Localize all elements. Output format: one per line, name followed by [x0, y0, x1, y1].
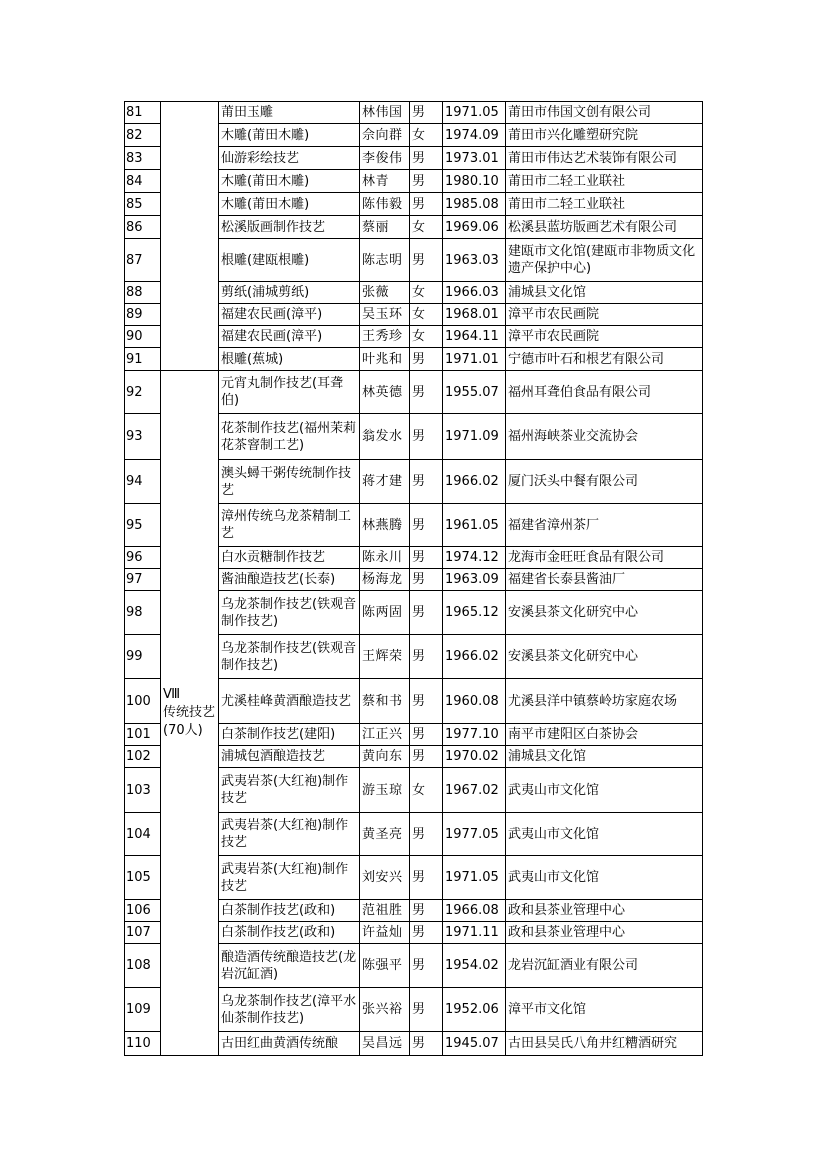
work-unit: 武夷山市文化馆: [506, 856, 703, 900]
birth-date: 1977.10: [443, 724, 506, 746]
category-line1: Ⅷ: [163, 687, 181, 702]
work-unit: 浦城县文化馆: [506, 282, 703, 304]
birth-date: 1974.12: [443, 547, 506, 569]
gender: 男: [410, 922, 443, 944]
work-unit: 厦门沃头中餐有限公司: [506, 460, 703, 504]
birth-date: 1955.07: [443, 371, 506, 414]
row-number: 94: [125, 460, 161, 504]
birth-date: 1973.01: [443, 147, 506, 170]
project-name: 白茶制作技艺(政和): [219, 900, 360, 922]
work-unit: 福建省长泰县酱油厂: [506, 569, 703, 591]
birth-date: 1968.01: [443, 304, 506, 326]
inheritor-name: 陈伟毅: [360, 193, 410, 216]
inheritor-name: 林燕腾: [360, 504, 410, 547]
row-number: 105: [125, 856, 161, 900]
work-unit: 莆田市伟国文创有限公司: [506, 102, 703, 124]
work-unit: 宁德市叶石和根艺有限公司: [506, 348, 703, 371]
inheritor-name: 蔡丽: [360, 216, 410, 239]
table-body: [125, 102, 703, 1056]
work-unit: 莆田市二轻工业联社: [506, 170, 703, 193]
birth-date: 1971.09: [443, 414, 506, 460]
work-unit: 安溪县茶文化研究中心: [506, 635, 703, 679]
project-name: 剪纸(浦城剪纸): [219, 282, 360, 304]
row-number: 92: [125, 371, 161, 414]
project-name: 根雕(建瓯根雕): [219, 239, 360, 282]
project-name: 花茶制作技艺(福州茉莉花茶窨制工艺): [219, 414, 360, 460]
work-unit: 福州海峡茶业交流协会: [506, 414, 703, 460]
gender: 男: [410, 193, 443, 216]
work-unit: 建瓯市文化馆(建瓯市非物质文化遗产保护中心): [506, 239, 703, 282]
project-name: 乌龙茶制作技艺(铁观音制作技艺): [219, 591, 360, 635]
birth-date: 1966.08: [443, 900, 506, 922]
row-number: 88: [125, 282, 161, 304]
inheritor-name: 陈两固: [360, 591, 410, 635]
gender: 男: [410, 239, 443, 282]
gender: 男: [410, 504, 443, 547]
inheritor-name: 许益灿: [360, 922, 410, 944]
inheritor-name: 张薇: [360, 282, 410, 304]
inheritor-name: 黄向东: [360, 746, 410, 768]
inheritor-name: 陈志明: [360, 239, 410, 282]
inheritor-name: 游玉琼: [360, 768, 410, 813]
project-name: 木雕(莆田木雕): [219, 124, 360, 147]
birth-date: 1980.10: [443, 170, 506, 193]
inheritor-name: 林英德: [360, 371, 410, 414]
inheritor-name: 叶兆和: [360, 348, 410, 371]
birth-date: 1965.12: [443, 591, 506, 635]
gender: 女: [410, 768, 443, 813]
gender: 男: [410, 724, 443, 746]
gender: 男: [410, 371, 443, 414]
row-number: 100: [125, 679, 161, 724]
project-name: 白茶制作技艺(建阳): [219, 724, 360, 746]
inheritor-name: 佘向群: [360, 124, 410, 147]
birth-date: 1967.02: [443, 768, 506, 813]
row-number: 87: [125, 239, 161, 282]
inheritor-name: 陈强平: [360, 944, 410, 988]
row-number: 95: [125, 504, 161, 547]
gender: 男: [410, 569, 443, 591]
project-name: 白水贡糖制作技艺: [219, 547, 360, 569]
work-unit: 莆田市伟达艺术装饰有限公司: [506, 147, 703, 170]
row-number: 102: [125, 746, 161, 768]
inheritor-name: 黄圣亮: [360, 813, 410, 856]
birth-date: 1970.02: [443, 746, 506, 768]
gender: 男: [410, 988, 443, 1032]
gender: 男: [410, 900, 443, 922]
project-name: 福建农民画(漳平): [219, 304, 360, 326]
gender: 女: [410, 282, 443, 304]
work-unit: 武夷山市文化馆: [506, 768, 703, 813]
project-name: 酱油酿造技艺(长泰): [219, 569, 360, 591]
gender: 女: [410, 304, 443, 326]
work-unit: 漳平市文化馆: [506, 988, 703, 1032]
project-name: 武夷岩茶(大红袍)制作技艺: [219, 856, 360, 900]
row-number: 103: [125, 768, 161, 813]
project-name: 古田红曲黄酒传统酿: [219, 1032, 360, 1056]
gender: 男: [410, 813, 443, 856]
birth-date: 1963.03: [443, 239, 506, 282]
gender: 男: [410, 147, 443, 170]
work-unit: 浦城县文化馆: [506, 746, 703, 768]
birth-date: 1974.09: [443, 124, 506, 147]
gender: 男: [410, 856, 443, 900]
gender: 男: [410, 348, 443, 371]
project-name: 武夷岩茶(大红袍)制作技艺: [219, 813, 360, 856]
birth-date: 1985.08: [443, 193, 506, 216]
inheritor-name: 吴玉环: [360, 304, 410, 326]
table-row: [125, 371, 703, 414]
birth-date: 1966.02: [443, 460, 506, 504]
project-name: 澳头蟳干粥传统制作技艺: [219, 460, 360, 504]
project-name: 乌龙茶制作技艺(铁观音制作技艺): [219, 635, 360, 679]
row-number: 108: [125, 944, 161, 988]
category-cell: [161, 371, 219, 1056]
birth-date: 1945.07: [443, 1032, 506, 1056]
project-name: 尤溪桂峰黄酒酿造技艺: [219, 679, 360, 724]
work-unit: 漳平市农民画院: [506, 326, 703, 348]
project-name: 福建农民画(漳平): [219, 326, 360, 348]
row-number: 110: [125, 1032, 161, 1056]
project-name: 浦城包酒酿造技艺: [219, 746, 360, 768]
work-unit: 古田县吴氏八角井红糟酒研究: [506, 1032, 703, 1056]
inheritor-name: 蒋才建: [360, 460, 410, 504]
work-unit: 福州耳聋伯食品有限公司: [506, 371, 703, 414]
inheritor-name: 范祖胜: [360, 900, 410, 922]
row-number: 91: [125, 348, 161, 371]
gender: 男: [410, 591, 443, 635]
project-name: 木雕(莆田木雕): [219, 170, 360, 193]
work-unit: 政和县茶业管理中心: [506, 900, 703, 922]
birth-date: 1966.02: [443, 635, 506, 679]
gender: 女: [410, 216, 443, 239]
project-name: 莆田玉雕: [219, 102, 360, 124]
table-row: [125, 102, 703, 124]
category-line2: 传统技艺: [163, 705, 216, 720]
gender: 男: [410, 547, 443, 569]
row-number: 101: [125, 724, 161, 746]
project-name: 木雕(莆田木雕): [219, 193, 360, 216]
inheritor-name: 王辉荣: [360, 635, 410, 679]
inheritor-name: 张兴裕: [360, 988, 410, 1032]
inheritor-name: 林伟国: [360, 102, 410, 124]
work-unit: 武夷山市文化馆: [506, 813, 703, 856]
inheritor-name: 杨海龙: [360, 569, 410, 591]
row-number: 93: [125, 414, 161, 460]
project-name: 漳州传统乌龙茶精制工艺: [219, 504, 360, 547]
row-number: 86: [125, 216, 161, 239]
work-unit: 松溪县蓝坊版画艺术有限公司: [506, 216, 703, 239]
birth-date: 1960.08: [443, 679, 506, 724]
project-name: 酿造酒传统酿造技艺(龙岩沉缸酒): [219, 944, 360, 988]
category-cell-blank: [161, 102, 219, 371]
birth-date: 1971.11: [443, 922, 506, 944]
row-number: 83: [125, 147, 161, 170]
work-unit: 龙岩沉缸酒业有限公司: [506, 944, 703, 988]
row-number: 97: [125, 569, 161, 591]
birth-date: 1971.05: [443, 856, 506, 900]
project-name: 松溪版画制作技艺: [219, 216, 360, 239]
inheritor-name: 翁发水: [360, 414, 410, 460]
row-number: 82: [125, 124, 161, 147]
row-number: 84: [125, 170, 161, 193]
inheritors-table: [124, 101, 703, 1056]
work-unit: 南平市建阳区白茶协会: [506, 724, 703, 746]
gender: 女: [410, 326, 443, 348]
gender: 男: [410, 1032, 443, 1056]
gender: 男: [410, 944, 443, 988]
category-line3: (70人): [163, 723, 203, 738]
inheritor-name: 江正兴: [360, 724, 410, 746]
gender: 男: [410, 746, 443, 768]
gender: 男: [410, 635, 443, 679]
birth-date: 1964.11: [443, 326, 506, 348]
inheritor-name: 陈永川: [360, 547, 410, 569]
row-number: 89: [125, 304, 161, 326]
gender: 男: [410, 460, 443, 504]
row-number: 96: [125, 547, 161, 569]
work-unit: 漳平市农民画院: [506, 304, 703, 326]
gender: 男: [410, 102, 443, 124]
birth-date: 1954.02: [443, 944, 506, 988]
work-unit: 政和县茶业管理中心: [506, 922, 703, 944]
work-unit: 龙海市金旺旺食品有限公司: [506, 547, 703, 569]
birth-date: 1971.01: [443, 348, 506, 371]
work-unit: 尤溪县洋中镇蔡岭坊家庭农场: [506, 679, 703, 724]
gender: 男: [410, 170, 443, 193]
inheritor-name: 李俊伟: [360, 147, 410, 170]
inheritor-name: 吴昌远: [360, 1032, 410, 1056]
birth-date: 1969.06: [443, 216, 506, 239]
birth-date: 1952.06: [443, 988, 506, 1032]
inheritor-name: 王秀珍: [360, 326, 410, 348]
inheritor-name: 林青: [360, 170, 410, 193]
birth-date: 1977.05: [443, 813, 506, 856]
row-number: 90: [125, 326, 161, 348]
row-number: 109: [125, 988, 161, 1032]
inheritor-name: 刘安兴: [360, 856, 410, 900]
project-name: 武夷岩茶(大红袍)制作技艺: [219, 768, 360, 813]
gender: 男: [410, 679, 443, 724]
birth-date: 1963.09: [443, 569, 506, 591]
work-unit: 莆田市兴化雕塑研究院: [506, 124, 703, 147]
gender: 男: [410, 414, 443, 460]
row-number: 99: [125, 635, 161, 679]
inheritor-name: 蔡和书: [360, 679, 410, 724]
work-unit: 福建省漳州茶厂: [506, 504, 703, 547]
row-number: 104: [125, 813, 161, 856]
birth-date: 1966.03: [443, 282, 506, 304]
gender: 女: [410, 124, 443, 147]
project-name: 元宵丸制作技艺(耳聋伯): [219, 371, 360, 414]
birth-date: 1971.05: [443, 102, 506, 124]
row-number: 98: [125, 591, 161, 635]
row-number: 85: [125, 193, 161, 216]
project-name: 乌龙茶制作技艺(漳平水仙茶制作技艺): [219, 988, 360, 1032]
project-name: 白茶制作技艺(政和): [219, 922, 360, 944]
row-number: 81: [125, 102, 161, 124]
row-number: 106: [125, 900, 161, 922]
work-unit: 安溪县茶文化研究中心: [506, 591, 703, 635]
project-name: 根雕(蕉城): [219, 348, 360, 371]
row-number: 107: [125, 922, 161, 944]
project-name: 仙游彩绘技艺: [219, 147, 360, 170]
birth-date: 1961.05: [443, 504, 506, 547]
work-unit: 莆田市二轻工业联社: [506, 193, 703, 216]
